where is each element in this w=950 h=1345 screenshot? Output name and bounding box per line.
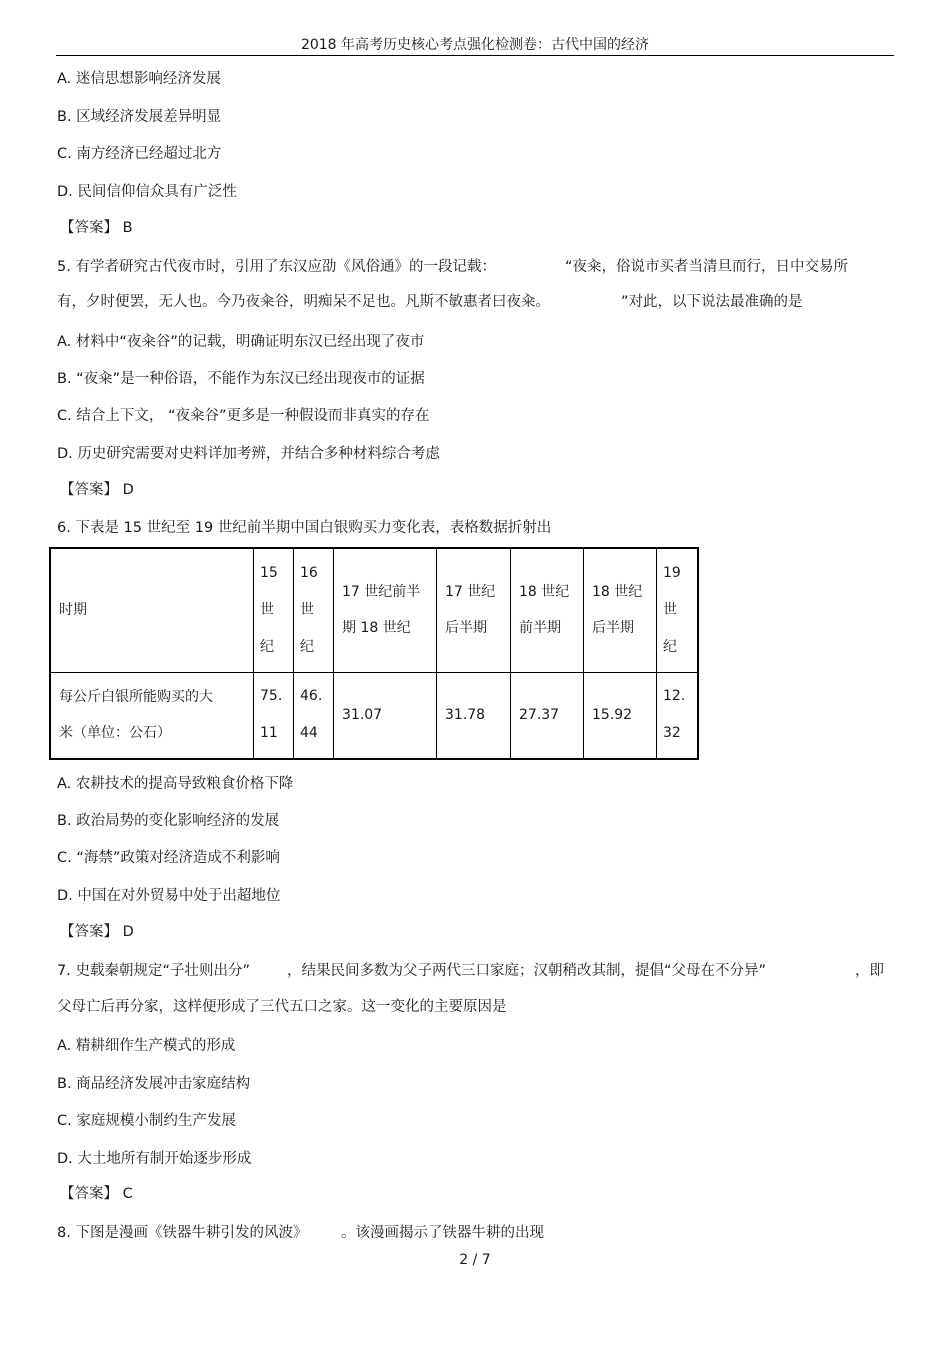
period-cell: 16 世 纪	[294, 548, 334, 672]
q7-option-d: D. 大土地所有制开始逐步形成	[57, 1151, 252, 1167]
q6-stem: 6. 下表是 15 世纪至 19 世纪前半期中国白银购买力变化表，表格数据折射出	[57, 520, 552, 536]
q7-option-b: B. 商品经济发展冲击家庭结构	[57, 1076, 251, 1092]
q7-stem-tail: ，即	[855, 963, 884, 979]
q7-option-c: C. 家庭规模小制约生产发展	[57, 1113, 236, 1129]
q7-stem-line2: 父母亡后再分家，这样便形成了三代五口之家。这一变化的主要原因是	[57, 999, 507, 1015]
value-cell: 31.07	[334, 672, 437, 759]
table-row-period	[50, 548, 698, 672]
q8-stem: 8. 下图是漫画《铁器牛耕引发的风波》	[57, 1225, 308, 1241]
period-cell: 18 世纪 后半期	[584, 548, 657, 672]
q5-option-b: B. “夜籴”是一种俗语，不能作为东汉已经出现夜市的证据	[57, 371, 425, 387]
q7-stem-middle: ，结果民间多数为父子两代三口家庭；汉朝稍改其制，提倡“父母在不分异”	[287, 963, 767, 979]
q6-answer: 【答案】 D	[60, 924, 134, 940]
table-row-values	[50, 672, 698, 759]
period-cell: 17 世纪前半 期 18 世纪	[334, 548, 437, 672]
q5-option-a: A. 材料中“夜籴谷”的记载，明确证明东汉已经出现了夜市	[57, 334, 425, 350]
q7-answer: 【答案】 C	[60, 1186, 133, 1202]
q4-option-a: A. 迷信思想影响经济发展	[57, 71, 221, 87]
q5-stem-line1: 5. 有学者研究古代夜市时，引用了东汉应劭《风俗通》的一段记载：	[57, 259, 496, 275]
q6-option-b: B. 政治局势的变化影响经济的发展	[57, 813, 280, 829]
period-cell: 19 世 纪	[657, 548, 699, 672]
q5-stem-line2: 有，夕时便罢，无人也。今乃夜籴谷，明痴呆不足也。凡斯不敏惠者曰夜籴。	[57, 294, 550, 310]
header-divider	[56, 55, 894, 56]
period-cell: 18 世纪 前半期	[511, 548, 584, 672]
q5-stem-end: ”对此，以下说法最准确的是	[621, 294, 803, 310]
q5-quote-start: “夜籴，俗说市买者当清旦而行，日中交易所	[565, 259, 849, 275]
value-cell: 12. 32	[657, 672, 699, 759]
value-cell: 27.37	[511, 672, 584, 759]
q6-option-c: C. “海禁”政策对经济造成不利影响	[57, 850, 280, 866]
q6-option-d: D. 中国在对外贸易中处于出超地位	[57, 888, 281, 904]
q5-option-c: C. 结合上下文， “夜籴谷”更多是一种假设而非真实的存在	[57, 408, 430, 424]
page-header: 2018 年高考历史核心考点强化检测卷：古代中国的经济	[300, 37, 650, 53]
q4-answer: 【答案】 B	[60, 220, 133, 236]
period-cell: 17 世纪 后半期	[437, 548, 511, 672]
q4-option-b: B. 区域经济发展差异明显	[57, 109, 222, 125]
value-cell: 31.78	[437, 672, 511, 759]
row-label-rice: 每公斤白银所能购买的大 米（单位：公石）	[50, 672, 254, 759]
period-cell: 15 世 纪	[254, 548, 294, 672]
value-cell: 46. 44	[294, 672, 334, 759]
value-cell: 75. 11	[254, 672, 294, 759]
value-cell: 15.92	[584, 672, 657, 759]
q4-option-d: D. 民间信仰信众具有广泛性	[57, 184, 237, 200]
q5-answer: 【答案】 D	[60, 482, 134, 498]
q5-option-d: D. 历史研究需要对史料详加考辨，并结合多种材料综合考虑	[57, 446, 440, 462]
q6-option-a: A. 农耕技术的提高导致粮食价格下降	[57, 776, 294, 792]
silver-purchasing-power-table	[49, 547, 699, 760]
q7-stem-line1: 7. 史载秦朝规定“子壮则出分”	[57, 963, 250, 979]
q8-stem-end: 。该漫画揭示了铁器牛耕的出现	[341, 1225, 544, 1241]
q7-option-a: A. 精耕细作生产模式的形成	[57, 1038, 236, 1054]
page-number: 2 / 7	[459, 1252, 491, 1268]
row-label-period: 时期	[50, 548, 254, 672]
q4-option-c: C. 南方经济已经超过北方	[57, 146, 222, 162]
